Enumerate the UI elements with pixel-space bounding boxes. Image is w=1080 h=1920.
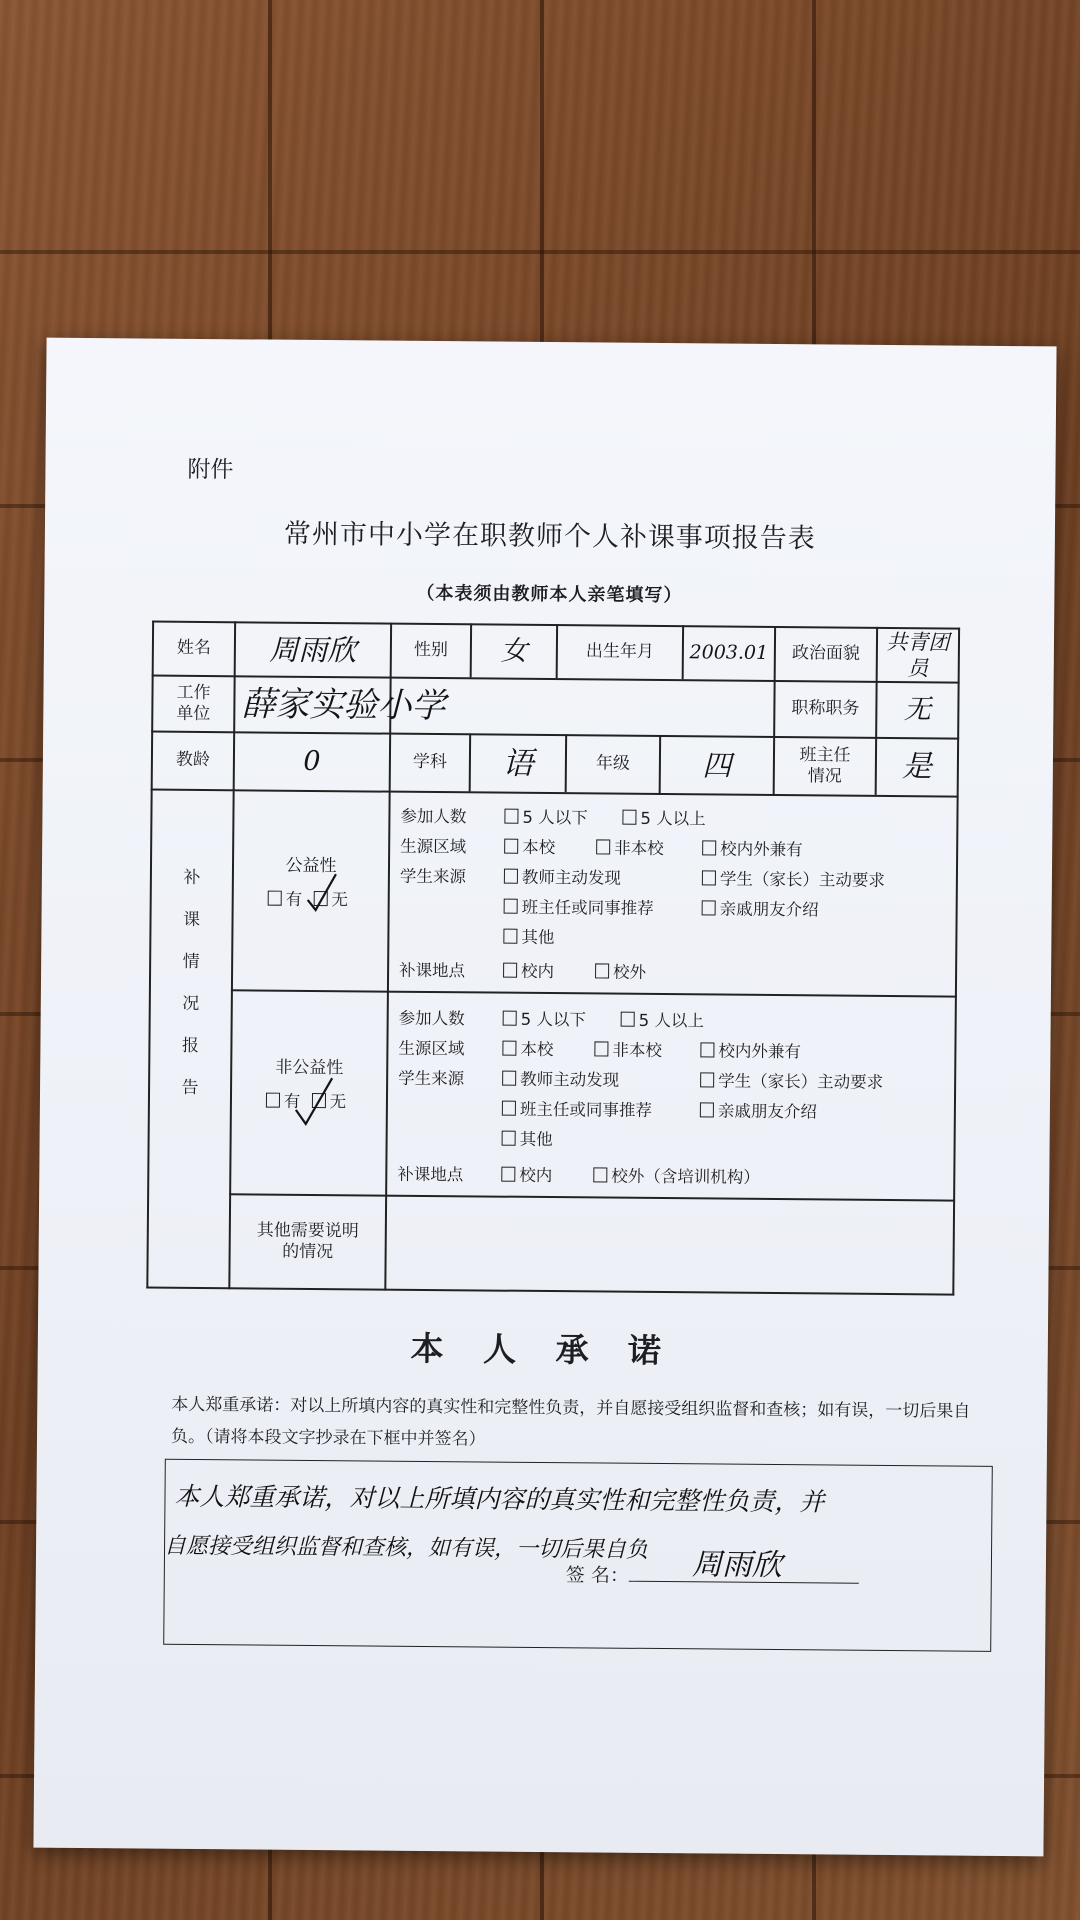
title-value: 无: [903, 694, 932, 726]
work-unit-label-line1: 工作: [176, 682, 211, 703]
npw-participants-opt2[interactable]: [621, 1007, 704, 1032]
pw-location-label: 补课地点: [399, 960, 466, 981]
checkbox-icon[interactable]: [702, 870, 716, 885]
checkbox-icon[interactable]: [503, 963, 517, 978]
option-text: 其他: [521, 927, 555, 948]
checkbox-icon[interactable]: [503, 929, 517, 944]
npw-region-opt1[interactable]: [502, 1036, 553, 1060]
checkbox-icon[interactable]: [595, 963, 609, 978]
gender-label: 性别: [413, 640, 448, 661]
option-text: 校内外兼有: [718, 1041, 801, 1062]
political-label: 政治面貌: [791, 643, 860, 665]
npw-location-opt2[interactable]: [593, 1162, 760, 1187]
pw-source-opt2[interactable]: [702, 865, 885, 891]
option-text: 非本校: [614, 838, 664, 859]
grade-value: 四: [702, 748, 732, 783]
checkbox-icon[interactable]: [504, 809, 518, 824]
option-text: 亲戚朋友介绍: [719, 899, 819, 920]
option-text: 其他: [519, 1129, 553, 1150]
subject-value: 语: [502, 745, 534, 782]
pw-location-opt2[interactable]: [595, 958, 646, 982]
checkbox-icon[interactable]: [594, 1041, 608, 1056]
grade-label: 年级: [595, 753, 630, 775]
non-public-welfare-label: 非公益性: [275, 1058, 344, 1079]
npw-source-opt3[interactable]: [502, 1096, 652, 1121]
pw-location-opt1[interactable]: [503, 958, 554, 982]
report-form-paper: [33, 338, 1056, 1857]
checkbox-icon[interactable]: [700, 1102, 714, 1117]
gender-value: 女: [500, 635, 528, 667]
section-char: 课: [182, 909, 201, 930]
checkbox-icon[interactable]: [596, 839, 610, 854]
checkbox-icon[interactable]: [621, 1012, 635, 1027]
pw-source-opt3[interactable]: [504, 894, 654, 919]
pw-source-label: 学生来源: [399, 866, 467, 887]
npw-participants-label: 参加人数: [398, 1008, 465, 1029]
npw-participants-opt1[interactable]: [503, 1006, 586, 1031]
option-text: 校内外兼有: [720, 839, 803, 860]
years-label: 教龄: [175, 750, 211, 771]
public-welfare-no: 无: [331, 890, 349, 910]
checkbox-icon[interactable]: [268, 891, 282, 906]
checkbox-icon[interactable]: [503, 1011, 517, 1026]
option-text: 学生（家长）主动要求: [718, 1071, 884, 1092]
option-text: 校内: [519, 1165, 553, 1186]
pw-region-opt3[interactable]: [702, 835, 803, 860]
option-text: 学生（家长）主动要求: [719, 869, 885, 890]
option-text: 班主任或同事推荐: [521, 897, 654, 918]
npw-source-opt4[interactable]: [700, 1097, 817, 1122]
npw-region-opt2[interactable]: [594, 1036, 662, 1061]
option-text: 校内: [521, 961, 555, 982]
npw-region-opt3[interactable]: [700, 1037, 801, 1062]
homeroom-label-line2: 情况: [807, 766, 842, 787]
section-char: 补: [183, 867, 201, 888]
section-char: 报: [181, 1035, 200, 1056]
pw-participants-label: 参加人数: [400, 806, 467, 827]
name-value: 周雨欣: [269, 632, 357, 668]
option-text: 5 人以上: [638, 1010, 705, 1031]
form-title: 常州市中小学在职教师个人补课事项报告表: [283, 518, 817, 555]
checkbox-icon[interactable]: [501, 1167, 515, 1182]
option-text: 亲戚朋友介绍: [717, 1101, 817, 1122]
other-label: [230, 1195, 385, 1288]
pw-source-opt5[interactable]: [503, 924, 554, 948]
work-unit-value: 薛家实验小学: [241, 684, 446, 726]
homeroom-label-line1: 班主任: [799, 744, 851, 766]
checkbox-icon[interactable]: [502, 1041, 516, 1056]
handwritten-pledge-line2: 自愿接受组织监督和查核，如有误，一切后果自负: [163, 1533, 649, 1563]
option-text: 校外: [613, 962, 647, 982]
checkbox-icon[interactable]: [700, 1072, 714, 1087]
political-value: 共青团员: [886, 629, 950, 681]
public-welfare-yes: 有: [285, 889, 303, 909]
public-welfare-label: 公益性: [285, 856, 337, 877]
hand-checkmark-icon: [302, 870, 342, 914]
checkbox-icon[interactable]: [622, 810, 636, 825]
option-text: 本校: [520, 1039, 554, 1060]
pw-source-opt1[interactable]: [504, 864, 621, 889]
pw-region-opt2[interactable]: [596, 834, 664, 859]
npw-source-label: 学生来源: [398, 1068, 465, 1089]
option-text: 本校: [522, 837, 556, 858]
signature-label: 签 名：: [565, 1564, 629, 1587]
checkbox-icon[interactable]: [502, 1131, 516, 1146]
years-value: 0: [303, 746, 321, 778]
checkbox-icon[interactable]: [266, 1093, 280, 1108]
pw-region-label: 生源区域: [400, 836, 467, 857]
option-text: 非本校: [612, 1040, 662, 1061]
npw-region-label: 生源区域: [398, 1038, 465, 1059]
pw-participants-opt2[interactable]: [622, 805, 705, 830]
section-char: 情: [182, 951, 200, 972]
option-text: 5 人以下: [522, 807, 588, 828]
option-text: 班主任或同事推荐: [519, 1099, 652, 1120]
non-public-welfare-yes: 有: [283, 1091, 301, 1111]
pw-participants-opt1[interactable]: [504, 804, 587, 829]
checkbox-icon[interactable]: [504, 899, 518, 914]
npw-location-label: 补课地点: [397, 1164, 464, 1185]
handwritten-pledge-line1: 本人郑重承诺，对以上所填内容的真实性和完整性负责，并: [174, 1481, 825, 1517]
checkbox-icon[interactable]: [702, 900, 716, 915]
subject-label: 学科: [412, 752, 448, 773]
attachment-label: 附件: [187, 456, 234, 484]
checkbox-icon[interactable]: [702, 840, 716, 855]
birth-value: 2003.01: [689, 641, 769, 665]
checkbox-icon[interactable]: [700, 1042, 714, 1057]
signature-value: 周雨欣: [691, 1547, 783, 1584]
name-label: 姓名: [176, 638, 211, 659]
option-text: 5 人以下: [520, 1009, 587, 1030]
checkbox-icon[interactable]: [593, 1167, 607, 1182]
pw-region-opt1[interactable]: [504, 834, 555, 858]
section-label-vertical: [170, 857, 212, 1109]
work-unit-label-line2: 单位: [176, 703, 211, 725]
hand-checkmark-icon: [288, 1074, 338, 1128]
homeroom-value: 是: [901, 749, 933, 785]
other-value[interactable]: [386, 1197, 953, 1294]
pw-source-opt4[interactable]: [702, 895, 819, 920]
npw-source-opt1[interactable]: [502, 1066, 619, 1091]
option-text: 5 人以上: [640, 808, 706, 829]
option-text: 教师主动发现: [521, 867, 621, 888]
checkbox-icon[interactable]: [504, 869, 518, 884]
option-text: 校外（含培训机构）: [611, 1166, 760, 1187]
section-char: 况: [182, 993, 200, 1014]
pledge-heading: 本 人 承 诺: [410, 1328, 676, 1371]
pledge-text: 本人郑重承诺：对以上所填内容的真实性和完整性负责，并自愿接受组织监督和查核；如有误，一切后果自负。（请将本段文字抄录在下框中并签名）: [170, 1394, 971, 1450]
npw-source-opt5[interactable]: [502, 1126, 553, 1150]
option-text: 教师主动发现: [520, 1069, 620, 1090]
checkbox-icon[interactable]: [504, 839, 518, 854]
title-label: 职称职务: [791, 698, 860, 720]
other-label-line2: 的情况: [282, 1241, 334, 1263]
report-table: [146, 621, 960, 1296]
work-unit-label: [153, 677, 233, 732]
npw-source-opt2[interactable]: [700, 1067, 883, 1093]
section-char: 告: [181, 1077, 199, 1098]
homeroom-label: [775, 738, 875, 795]
non-public-welfare-no: 无: [329, 1092, 347, 1112]
form-subtitle: （本表须由教师本人亲笔填写）: [416, 582, 683, 607]
checkbox-icon[interactable]: [502, 1071, 516, 1086]
npw-location-opt1[interactable]: [501, 1162, 552, 1186]
checkbox-icon[interactable]: [502, 1101, 516, 1116]
other-label-line1: 其他需要说明: [256, 1220, 359, 1242]
birth-label: 出生年月: [585, 641, 654, 663]
